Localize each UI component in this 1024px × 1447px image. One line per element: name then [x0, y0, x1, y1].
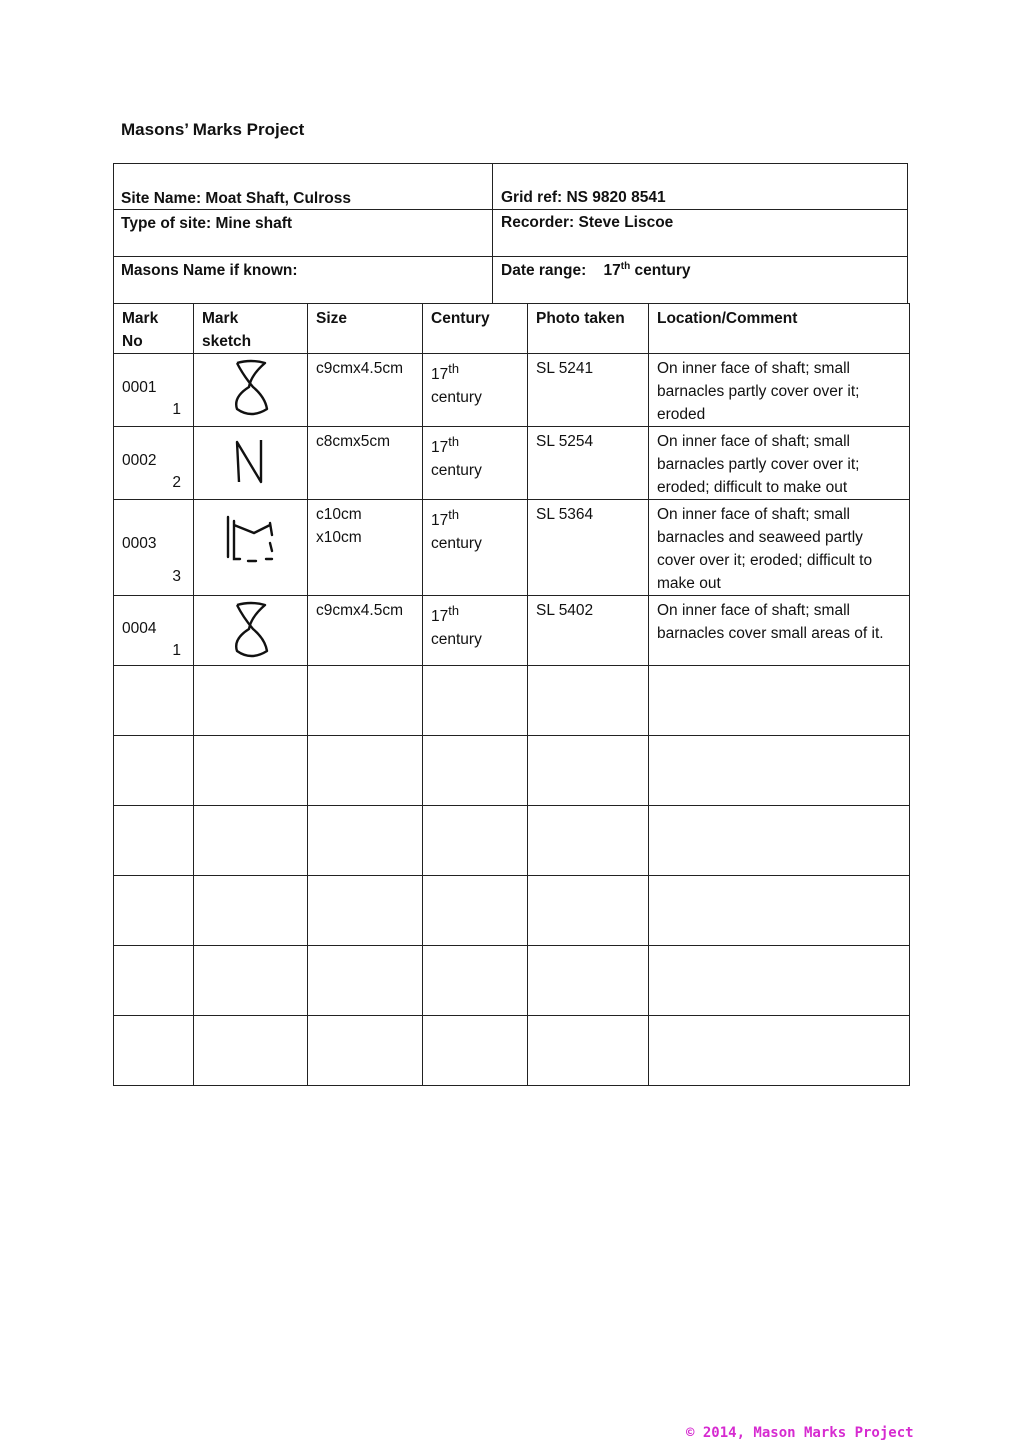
mark-subnumber: 2 — [172, 474, 181, 491]
copyright-notice: © 2014, Mason Marks Project — [686, 1425, 914, 1441]
photo-cell: SL 5402 — [528, 596, 649, 666]
empty-cell — [528, 1016, 649, 1086]
recorder: Recorder: Steve Liscoe — [501, 214, 674, 231]
mark-no-cell — [114, 596, 194, 666]
empty-cell — [528, 876, 649, 946]
century-number: 17 — [431, 512, 449, 530]
date-range-sup: th — [620, 261, 631, 272]
col-header-photo-taken: Photo taken — [528, 304, 649, 354]
century-suffix: th — [448, 361, 460, 376]
size-cell: c9cmx4.5cm — [308, 596, 423, 666]
empty-cell — [649, 1016, 910, 1086]
empty-cell — [649, 946, 910, 1016]
marks-table — [113, 303, 910, 1086]
col-header-mark-no: Mark No — [114, 304, 194, 354]
mark-no-cell — [114, 427, 194, 500]
empty-cell — [308, 876, 423, 946]
photo-cell: SL 5254 — [528, 427, 649, 500]
century-word: century — [431, 535, 482, 553]
empty-cell — [114, 1016, 194, 1086]
mark-no-cell — [114, 500, 194, 596]
date-range-suffix: century — [634, 262, 691, 280]
empty-cell — [114, 806, 194, 876]
date-range — [501, 261, 691, 280]
mark-sketch-cell — [194, 427, 308, 500]
mark-sketch-cell — [194, 596, 308, 666]
mark-number: 0002 — [122, 452, 157, 469]
empty-cell — [308, 666, 423, 736]
mark-number: 0004 — [122, 620, 157, 637]
century-number: 17 — [431, 608, 449, 626]
century-word: century — [431, 462, 482, 480]
figure-eight-mark-icon — [194, 599, 307, 661]
grid-ref: Grid ref: NS 9820 8541 — [501, 189, 666, 206]
col-header-mark-sketch: Mark sketch — [194, 304, 308, 354]
empty-cell — [423, 736, 528, 806]
empty-cell — [194, 1016, 308, 1086]
empty-cell — [308, 736, 423, 806]
empty-table-row — [114, 876, 910, 946]
n-shaped-mark-icon — [194, 430, 307, 492]
empty-cell — [649, 806, 910, 876]
comment-cell: On inner face of shaft; small barnacles partly cover over it; eroded — [649, 354, 910, 427]
photo-cell: SL 5241 — [528, 354, 649, 427]
empty-cell — [649, 666, 910, 736]
century-number: 17 — [431, 366, 449, 384]
page-title: Masons’ Marks Project — [121, 120, 305, 139]
century-suffix: th — [448, 603, 460, 618]
empty-cell — [649, 876, 910, 946]
masons-name: Masons Name if known: — [121, 262, 298, 279]
empty-table-row — [114, 666, 910, 736]
header-rule — [113, 256, 908, 257]
century-cell — [423, 427, 528, 500]
type-of-site: Type of site: Mine shaft — [121, 215, 293, 232]
site-name: Site Name: Moat Shaft, Culross — [121, 190, 351, 207]
date-range-value: 17 — [603, 262, 621, 280]
table-row — [114, 427, 910, 500]
comment-cell: On inner face of shaft; small barnacles partly cover over it; eroded; difficult to make out — [649, 427, 910, 500]
date-range-label: Date range: — [501, 262, 587, 280]
empty-table-row — [114, 1016, 910, 1086]
empty-cell — [423, 666, 528, 736]
empty-cell — [308, 806, 423, 876]
table-header-row — [114, 304, 910, 354]
century-cell — [423, 500, 528, 596]
empty-cell — [194, 736, 308, 806]
mark-subnumber: 3 — [172, 568, 181, 585]
header-rule — [113, 209, 908, 210]
empty-cell — [528, 946, 649, 1016]
header-divider — [492, 163, 493, 303]
empty-cell — [528, 736, 649, 806]
empty-table-row — [114, 806, 910, 876]
empty-cell — [114, 876, 194, 946]
site-header-block — [113, 163, 908, 304]
empty-cell — [423, 806, 528, 876]
mark-subnumber: 1 — [172, 642, 181, 659]
size-cell: c8cmx5cm — [308, 427, 423, 500]
m-box-mark-icon — [194, 503, 307, 573]
century-suffix: th — [448, 507, 460, 522]
century-word: century — [431, 389, 482, 407]
size-cell: c9cmx4.5cm — [308, 354, 423, 427]
empty-cell — [114, 736, 194, 806]
mark-subnumber: 1 — [172, 401, 181, 418]
century-number: 17 — [431, 439, 449, 457]
century-suffix: th — [448, 434, 460, 449]
empty-cell — [114, 666, 194, 736]
empty-cell — [114, 946, 194, 1016]
empty-cell — [423, 946, 528, 1016]
comment-cell: On inner face of shaft; small barnacles cover small areas of it. — [649, 596, 910, 666]
col-header-size: Size — [308, 304, 423, 354]
empty-cell — [194, 666, 308, 736]
figure-eight-mark-icon — [194, 357, 307, 419]
col-header-location-comment: Location/Comment — [649, 304, 910, 354]
empty-cell — [649, 736, 910, 806]
mark-sketch-cell — [194, 500, 308, 596]
empty-cell — [528, 666, 649, 736]
table-row — [114, 354, 910, 427]
mark-sketch-cell — [194, 354, 308, 427]
empty-cell — [194, 946, 308, 1016]
empty-cell — [194, 876, 308, 946]
mark-no-cell — [114, 354, 194, 427]
col-header-century: Century — [423, 304, 528, 354]
photo-cell: SL 5364 — [528, 500, 649, 596]
mark-number: 0003 — [122, 535, 157, 552]
comment-cell: On inner face of shaft; small barnacles and seaweed partly cover over it; eroded; difficult to make out — [649, 500, 910, 596]
empty-cell — [308, 1016, 423, 1086]
empty-cell — [308, 946, 423, 1016]
table-row — [114, 500, 910, 596]
century-cell — [423, 354, 528, 427]
size-cell: c10cm x10cm — [308, 500, 423, 596]
empty-cell — [423, 876, 528, 946]
empty-cell — [423, 1016, 528, 1086]
empty-table-row — [114, 736, 910, 806]
table-row — [114, 596, 910, 666]
empty-table-row — [114, 946, 910, 1016]
empty-cell — [528, 806, 649, 876]
century-cell — [423, 596, 528, 666]
century-word: century — [431, 631, 482, 649]
empty-cell — [194, 806, 308, 876]
mark-number: 0001 — [122, 379, 157, 396]
